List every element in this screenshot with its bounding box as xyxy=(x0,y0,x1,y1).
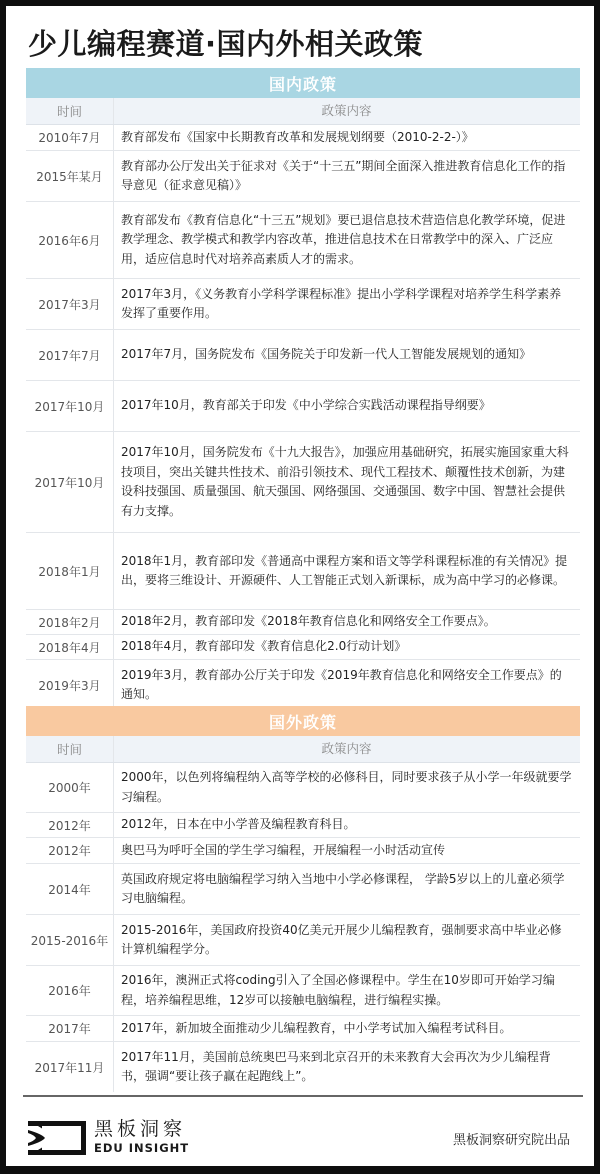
domestic-column-header xyxy=(26,98,580,125)
row-time: 2012年 xyxy=(26,838,114,863)
row-content: 2012年，日本在中小学普及编程教育科目。 xyxy=(121,817,356,832)
table-row xyxy=(26,533,580,610)
row-content: 2018年2月，教育部印发《2018年教育信息化和网络安全工作要点》。 xyxy=(121,614,496,629)
logo-english-text: EDU INSIGHT xyxy=(94,1141,190,1155)
footer-divider xyxy=(23,1095,583,1097)
row-content: 2000年，以色列将编程纳入高等学校的必修科目，同时要求孩子从小学一年级就要学习编程。 xyxy=(121,770,572,804)
table-row xyxy=(26,763,580,813)
eye-bracket-logo-icon xyxy=(28,1121,86,1155)
publisher-credit: 黑板洞察研究院出品 xyxy=(452,1133,570,1148)
row-time: 2017年10月 xyxy=(26,381,114,431)
row-content: 教育部办公厅发出关于征求对《关于“十三五”期间全面深入推进教育信息化工作的指导意见（征求意见稿）》 xyxy=(121,158,566,192)
domestic-section-header: 国内政策 xyxy=(26,68,580,98)
row-time: 2017年3月 xyxy=(26,279,114,329)
row-time: 2018年4月 xyxy=(26,635,114,659)
column-header-time: 时间 xyxy=(26,736,114,762)
row-content: 2018年4月，教育部印发《教育信息化2.0行动计划》 xyxy=(121,639,407,654)
row-content: 2017年11月，美国前总统奥巴马来到北京召开的未来教育大会再次为少儿编程背书，强调“要让孩子赢在起跑线上”。 xyxy=(121,1049,551,1083)
table-row xyxy=(26,610,580,635)
row-content: 教育部发布《国家中长期教育改革和发展规划纲要（2010-2-2-）》 xyxy=(121,129,474,144)
row-time: 2014年 xyxy=(26,864,114,914)
table-row xyxy=(26,838,580,864)
table-row xyxy=(26,1042,580,1092)
row-time: 2017年10月 xyxy=(26,432,114,532)
domestic-policy-table xyxy=(26,68,580,710)
row-content: 2017年3月，《义务教育小学科学课程标准》提出小学科学课程对培养学生科学素养发挥了重要作用。 xyxy=(121,286,562,320)
foreign-column-header xyxy=(26,736,580,763)
foreign-policy-table xyxy=(26,706,580,1092)
table-row xyxy=(26,1016,580,1042)
table-row xyxy=(26,381,580,432)
table-row xyxy=(26,125,580,151)
row-content: 2017年10月，国务院发布《十九大报告》，加强应用基础研究，拓展实施国家重大科技项目，突出关键共性技术、前沿引领技术、现代工程技术、颠覆性技术创新，为建设科技强国、质量强国、航天强国、网络强国、交通强国、数字中国、智慧社会提供有力支撑。 xyxy=(121,445,569,518)
row-time: 2017年11月 xyxy=(26,1042,114,1092)
row-content: 2018年1月，教育部印发《普通高中课程方案和语文等学科课程标准的有关情况》提出，要将三维设计、开源硬件、人工智能正式划入新课标，成为高中学习的必修课。 xyxy=(121,553,568,587)
table-row xyxy=(26,864,580,915)
row-content: 2017年7月，国务院发布《国务院关于印发新一代人工智能发展规划的通知》 xyxy=(121,347,532,362)
row-time: 2015年某月 xyxy=(26,151,114,201)
table-row xyxy=(26,635,580,660)
brand-logo xyxy=(28,1118,188,1158)
foreign-section-header: 国外政策 xyxy=(26,706,580,736)
row-time: 2015-2016年 xyxy=(26,915,114,965)
row-content: 2019年3月，教育部办公厅关于印发《2019年教育信息化和网络安全工作要点》的通知。 xyxy=(121,667,562,701)
table-row xyxy=(26,330,580,381)
row-content: 2017年10月，教育部关于印发《中小学综合实践活动课程指导纲要》 xyxy=(121,398,491,413)
table-row xyxy=(26,202,580,279)
row-time: 2012年 xyxy=(26,813,114,837)
row-content: 教育部发布《教育信息化“十三五”规划》要已退信息技术营造信息化教学环境，促进教学理念、教学模式和教学内容改革，推进信息技术在日常教学中的深入、广泛应用，适应信息时代对培养高素质人才的需求。 xyxy=(121,212,566,266)
table-row xyxy=(26,432,580,533)
table-row xyxy=(26,279,580,330)
row-time: 2016年6月 xyxy=(26,202,114,278)
table-row xyxy=(26,660,580,710)
column-header-content: 政策内容 xyxy=(114,736,580,762)
table-row xyxy=(26,813,580,838)
row-time: 2016年 xyxy=(26,966,114,1015)
page-title: 少儿编程赛道·国内外相关政策 xyxy=(28,27,424,61)
row-time: 2017年7月 xyxy=(26,330,114,380)
row-content: 2017年，新加坡全面推动少儿编程教育，中小学考试加入编程考试科目。 xyxy=(121,1020,512,1035)
column-header-content: 政策内容 xyxy=(114,98,580,124)
row-content: 奥巴马为呼吁全国的学生学习编程，开展编程一小时活动宣传 xyxy=(121,842,446,857)
table-row xyxy=(26,151,580,202)
row-time: 2018年2月 xyxy=(26,610,114,634)
row-time: 2018年1月 xyxy=(26,533,114,609)
column-header-time: 时间 xyxy=(26,98,114,124)
row-content: 2015-2016年，美国政府投资40亿美元开展少儿编程教育，强制要求高中毕业必修计算机编程学分。 xyxy=(121,922,562,956)
table-row xyxy=(26,915,580,966)
row-time: 2000年 xyxy=(26,763,114,812)
row-time: 2010年7月 xyxy=(26,125,114,150)
row-content: 英国政府规定将电脑编程学习纳入当地中小学必修课程， 学龄5岁以上的儿童必须学习电脑编程。 xyxy=(121,871,565,905)
logo-chinese-text: 黑板洞察 xyxy=(94,1118,187,1140)
table-row xyxy=(26,966,580,1016)
row-content: 2016年，澳洲正式将coding引入了全国必修课程中。学生在10岁即可开始学习编程，培养编程思维，12岁可以接触电脑编程，进行编程实操。 xyxy=(121,973,555,1007)
row-time: 2019年3月 xyxy=(26,660,114,710)
row-time: 2017年 xyxy=(26,1016,114,1041)
infographic-card xyxy=(6,6,594,1166)
